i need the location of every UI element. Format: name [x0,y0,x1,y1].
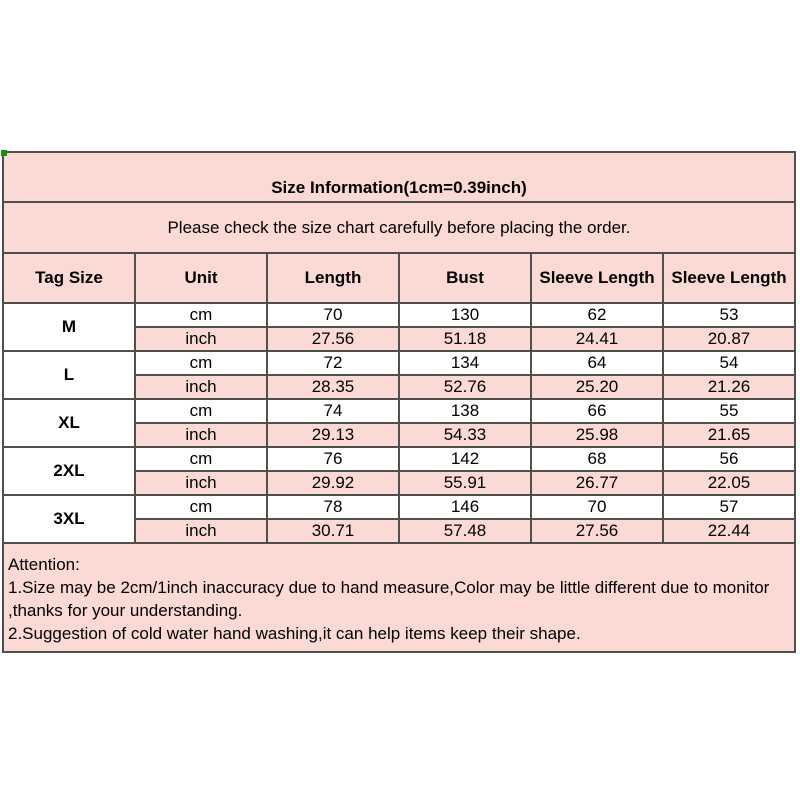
value-cell: 146 [399,495,531,519]
value-cell: 29.92 [267,471,399,495]
value-cell: 27.56 [531,519,663,543]
value-cell: 78 [267,495,399,519]
value-cell: 70 [267,303,399,327]
value-cell: 27.56 [267,327,399,351]
tag-size-cell-3xl: 3XL [3,495,135,543]
value-cell: 62 [531,303,663,327]
attention-heading: Attention: [8,555,80,574]
corner-artifact-dot [1,150,7,156]
tag-size-cell-2xl: 2XL [3,447,135,495]
unit-cell: cm [135,447,267,471]
size-table [2,151,796,653]
value-cell: 57 [663,495,795,519]
column-header-bust: Bust [399,253,531,303]
value-cell: 55 [663,399,795,423]
table-row-xl-cm [3,399,795,423]
unit-cell: inch [135,471,267,495]
unit-cell: inch [135,423,267,447]
attention-note [3,543,795,652]
column-header-sleeve-length-1: Sleeve Length [531,253,663,303]
value-cell: 68 [531,447,663,471]
table-row-2xl-cm [3,447,795,471]
attention-line-1: 1.Size may be 2cm/1inch inaccuracy due to hand measure,Color may be little different due to monitor [8,578,770,597]
value-cell: 76 [267,447,399,471]
table-row-m-cm [3,303,795,327]
value-cell: 130 [399,303,531,327]
column-header-unit: Unit [135,253,267,303]
value-cell: 66 [531,399,663,423]
unit-cell: inch [135,375,267,399]
column-header-length: Length [267,253,399,303]
table-subtitle: Please check the size chart carefully before placing the order. [3,202,795,253]
value-cell: 25.20 [531,375,663,399]
unit-cell: inch [135,519,267,543]
value-cell: 72 [267,351,399,375]
value-cell: 142 [399,447,531,471]
value-cell: 29.13 [267,423,399,447]
unit-cell: cm [135,399,267,423]
value-cell: 22.44 [663,519,795,543]
value-cell: 22.05 [663,471,795,495]
value-cell: 134 [399,351,531,375]
value-cell: 55.91 [399,471,531,495]
value-cell: 74 [267,399,399,423]
unit-cell: cm [135,495,267,519]
unit-cell: inch [135,327,267,351]
unit-cell: cm [135,351,267,375]
table-row-l-cm [3,351,795,375]
tag-size-cell-m: M [3,303,135,351]
value-cell: 57.48 [399,519,531,543]
value-cell: 138 [399,399,531,423]
attention-row [3,543,795,652]
table-row-3xl-cm [3,495,795,519]
subtitle-row [3,202,795,253]
value-cell: 28.35 [267,375,399,399]
value-cell: 53 [663,303,795,327]
attention-line-3: 2.Suggestion of cold water hand washing,it can help items keep their shape. [8,624,581,643]
value-cell: 21.65 [663,423,795,447]
header-row [3,253,795,303]
value-cell: 20.87 [663,327,795,351]
value-cell: 24.41 [531,327,663,351]
value-cell: 52.76 [399,375,531,399]
title-row [3,152,795,202]
value-cell: 64 [531,351,663,375]
unit-cell: cm [135,303,267,327]
value-cell: 56 [663,447,795,471]
value-cell: 51.18 [399,327,531,351]
value-cell: 21.26 [663,375,795,399]
value-cell: 30.71 [267,519,399,543]
tag-size-cell-l: L [3,351,135,399]
value-cell: 70 [531,495,663,519]
value-cell: 25.98 [531,423,663,447]
table-title: Size Information(1cm=0.39inch) [3,152,795,202]
value-cell: 54 [663,351,795,375]
value-cell: 26.77 [531,471,663,495]
column-header-sleeve-length-2: Sleeve Length [663,253,795,303]
column-header-tag-size: Tag Size [3,253,135,303]
attention-line-2: ,thanks for your understanding. [8,601,243,620]
tag-size-cell-xl: XL [3,399,135,447]
value-cell: 54.33 [399,423,531,447]
